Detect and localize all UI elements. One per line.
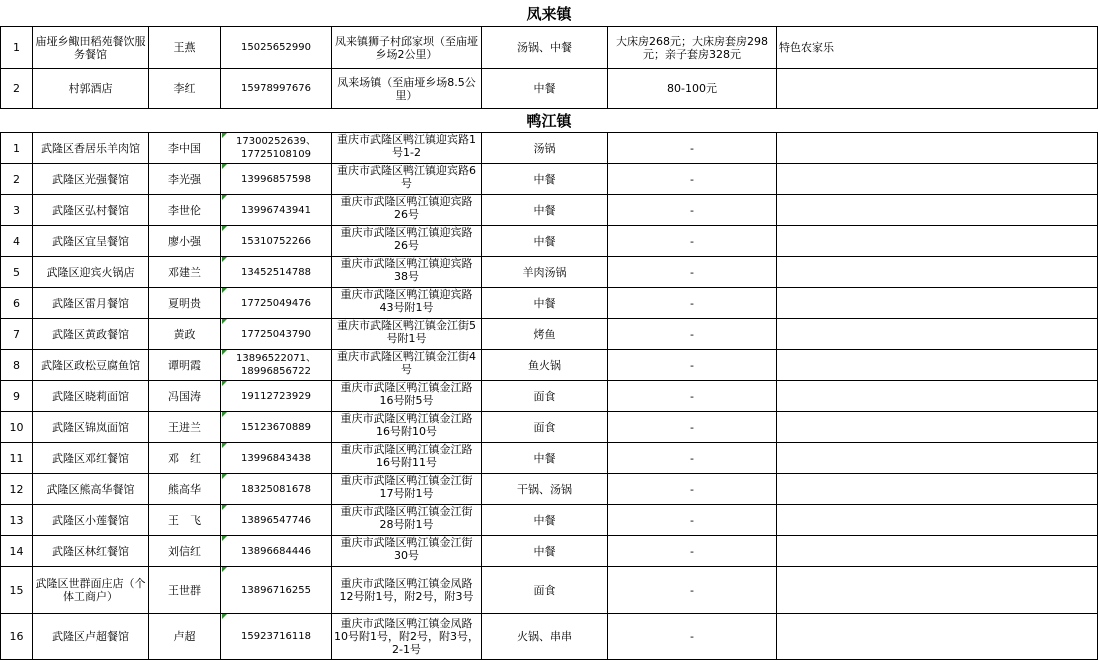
phone-cell[interactable]: 15310752266 bbox=[221, 226, 332, 257]
cuisine-type-cell[interactable]: 面食 bbox=[482, 567, 608, 614]
cuisine-type-cell[interactable]: 火锅、串串 bbox=[482, 614, 608, 660]
restaurant-name-cell[interactable]: 武隆区弘村餐馆 bbox=[33, 195, 149, 226]
phone-cell[interactable]: 13996743941 bbox=[221, 195, 332, 226]
phone-cell[interactable]: 19112723929 bbox=[221, 381, 332, 412]
address-cell[interactable]: 重庆市武隆区鸭江镇金凤路10号附1号，附2号，附3号，2-1号 bbox=[332, 614, 482, 660]
owner-cell[interactable]: 卢超 bbox=[149, 614, 221, 660]
owner-cell[interactable]: 王世群 bbox=[149, 567, 221, 614]
comment-indicator-icon bbox=[222, 195, 227, 200]
price-cell[interactable]: - bbox=[608, 164, 777, 195]
comment-indicator-icon bbox=[222, 350, 227, 355]
owner-cell[interactable]: 夏明贵 bbox=[149, 288, 221, 319]
cuisine-type-cell[interactable]: 中餐 bbox=[482, 195, 608, 226]
comment-indicator-icon bbox=[222, 614, 227, 619]
price-cell[interactable]: - bbox=[608, 226, 777, 257]
row-number-cell[interactable]: 2 bbox=[0, 69, 33, 109]
address-cell[interactable]: 重庆市武隆区鸭江镇迎宾路6号 bbox=[332, 164, 482, 195]
cuisine-type-cell[interactable]: 汤锅、中餐 bbox=[482, 27, 608, 69]
restaurant-name-cell[interactable]: 庙垭乡鲰田稻苑餐饮服务餐馆 bbox=[33, 27, 149, 69]
row-number-cell[interactable]: 2 bbox=[0, 164, 33, 195]
price-cell[interactable]: - bbox=[608, 505, 777, 536]
comment-indicator-icon bbox=[222, 505, 227, 510]
address-cell[interactable]: 凤来镇狮子村邱家坝（至庙垭乡场2公里） bbox=[332, 27, 482, 69]
restaurant-name-cell[interactable]: 武隆区宜呈餐馆 bbox=[33, 226, 149, 257]
price-cell[interactable]: - bbox=[608, 319, 777, 350]
note-cell[interactable] bbox=[777, 412, 1098, 443]
address-cell[interactable]: 重庆市武隆区鸭江镇金江路16号附10号 bbox=[332, 412, 482, 443]
price-cell[interactable]: - bbox=[608, 288, 777, 319]
cuisine-type-cell[interactable]: 中餐 bbox=[482, 505, 608, 536]
restaurant-name-cell[interactable]: 武隆区黄政餐馆 bbox=[33, 319, 149, 350]
phone-cell[interactable]: 17300252639、17725108109 bbox=[221, 133, 332, 164]
address-cell[interactable]: 重庆市武隆区鸭江镇金凤路12号附1号，附2号，附3号 bbox=[332, 567, 482, 614]
note-cell[interactable] bbox=[777, 567, 1098, 614]
address-cell[interactable]: 重庆市武隆区鸭江镇金江街28号附1号 bbox=[332, 505, 482, 536]
row-number-cell[interactable]: 4 bbox=[0, 226, 33, 257]
row-number-cell[interactable]: 9 bbox=[0, 381, 33, 412]
cuisine-type-cell[interactable]: 烤鱼 bbox=[482, 319, 608, 350]
row-number-cell[interactable]: 3 bbox=[0, 195, 33, 226]
restaurant-name-cell[interactable]: 武隆区林红餐馆 bbox=[33, 536, 149, 567]
row-number-cell[interactable]: 7 bbox=[0, 319, 33, 350]
price-cell[interactable]: - bbox=[608, 350, 777, 381]
price-cell[interactable]: - bbox=[608, 474, 777, 505]
address-cell[interactable]: 重庆市武隆区鸭江镇迎宾路43号附1号 bbox=[332, 288, 482, 319]
price-cell[interactable]: - bbox=[608, 443, 777, 474]
restaurant-name-cell[interactable]: 武隆区雷月餐馆 bbox=[33, 288, 149, 319]
cuisine-type-cell[interactable]: 中餐 bbox=[482, 288, 608, 319]
restaurant-name-cell[interactable]: 武隆区卢超餐馆 bbox=[33, 614, 149, 660]
note-cell[interactable] bbox=[777, 226, 1098, 257]
cuisine-type-cell[interactable]: 中餐 bbox=[482, 69, 608, 109]
row-number-cell[interactable]: 11 bbox=[0, 443, 33, 474]
note-cell[interactable] bbox=[777, 443, 1098, 474]
restaurant-name-cell[interactable]: 武隆区小莲餐馆 bbox=[33, 505, 149, 536]
note-cell[interactable] bbox=[777, 69, 1098, 109]
phone-cell[interactable]: 15923716118 bbox=[221, 614, 332, 660]
phone-cell[interactable]: 13896716255 bbox=[221, 567, 332, 614]
phone-cell[interactable]: 13452514788 bbox=[221, 257, 332, 288]
comment-indicator-icon bbox=[222, 567, 227, 572]
owner-cell[interactable]: 王燕 bbox=[149, 27, 221, 69]
note-cell[interactable] bbox=[777, 536, 1098, 567]
owner-cell[interactable]: 李世伦 bbox=[149, 195, 221, 226]
cuisine-type-cell[interactable]: 鱼火锅 bbox=[482, 350, 608, 381]
restaurant-name-cell[interactable]: 武隆区世群面庄店（个体工商户） bbox=[33, 567, 149, 614]
restaurant-name-cell[interactable]: 武隆区晓莉面馆 bbox=[33, 381, 149, 412]
row-number-cell[interactable]: 12 bbox=[0, 474, 33, 505]
comment-indicator-icon bbox=[222, 288, 227, 293]
address-cell[interactable]: 重庆市武隆区鸭江镇迎宾路26号 bbox=[332, 195, 482, 226]
restaurant-name-cell[interactable]: 武隆区光强餐馆 bbox=[33, 164, 149, 195]
section-title: 鸭江镇 bbox=[0, 109, 1098, 133]
phone-cell[interactable]: 13996843438 bbox=[221, 443, 332, 474]
cuisine-type-cell[interactable]: 中餐 bbox=[482, 226, 608, 257]
row-number-cell[interactable]: 1 bbox=[0, 27, 33, 69]
note-cell[interactable] bbox=[777, 257, 1098, 288]
owner-cell[interactable]: 谭明霞 bbox=[149, 350, 221, 381]
note-cell[interactable] bbox=[777, 614, 1098, 660]
owner-cell[interactable]: 李红 bbox=[149, 69, 221, 109]
phone-cell[interactable]: 15978997676 bbox=[221, 69, 332, 109]
price-cell[interactable]: - bbox=[608, 614, 777, 660]
owner-cell[interactable]: 邓建兰 bbox=[149, 257, 221, 288]
comment-indicator-icon bbox=[222, 536, 227, 541]
owner-cell[interactable]: 李光强 bbox=[149, 164, 221, 195]
cuisine-type-cell[interactable]: 面食 bbox=[482, 412, 608, 443]
address-cell[interactable]: 重庆市武隆区鸭江镇金江街30号 bbox=[332, 536, 482, 567]
row-number-cell[interactable]: 5 bbox=[0, 257, 33, 288]
price-cell[interactable]: - bbox=[608, 257, 777, 288]
price-cell[interactable]: 大床房268元；大床房套房298元；亲子套房328元 bbox=[608, 27, 777, 69]
note-cell[interactable] bbox=[777, 350, 1098, 381]
comment-indicator-icon bbox=[222, 164, 227, 169]
note-cell[interactable]: 特色农家乐 bbox=[777, 27, 1098, 69]
owner-cell[interactable]: 王进兰 bbox=[149, 412, 221, 443]
row-number-cell[interactable]: 16 bbox=[0, 614, 33, 660]
note-cell[interactable] bbox=[777, 288, 1098, 319]
note-cell[interactable] bbox=[777, 505, 1098, 536]
restaurant-name-cell[interactable]: 武隆区邓红餐馆 bbox=[33, 443, 149, 474]
owner-cell[interactable]: 刘信红 bbox=[149, 536, 221, 567]
price-cell[interactable]: - bbox=[608, 133, 777, 164]
row-number-cell[interactable]: 8 bbox=[0, 350, 33, 381]
restaurant-name-cell[interactable]: 武隆区锦岚面馆 bbox=[33, 412, 149, 443]
address-cell[interactable]: 重庆市武隆区鸭江镇金江路16号附11号 bbox=[332, 443, 482, 474]
comment-indicator-icon bbox=[222, 474, 227, 479]
row-number-cell[interactable]: 13 bbox=[0, 505, 33, 536]
owner-cell[interactable]: 冯国涛 bbox=[149, 381, 221, 412]
address-cell[interactable]: 重庆市武隆区鸭江镇迎宾路38号 bbox=[332, 257, 482, 288]
comment-indicator-icon bbox=[222, 381, 227, 386]
owner-cell[interactable]: 王 飞 bbox=[149, 505, 221, 536]
address-cell[interactable]: 重庆市武隆区鸭江镇迎宾路26号 bbox=[332, 226, 482, 257]
cuisine-type-cell[interactable]: 汤锅 bbox=[482, 133, 608, 164]
cuisine-type-cell[interactable]: 羊肉汤锅 bbox=[482, 257, 608, 288]
price-cell[interactable]: - bbox=[608, 381, 777, 412]
restaurant-name-cell[interactable]: 武隆区香居乐羊肉馆 bbox=[33, 133, 149, 164]
phone-cell[interactable]: 15025652990 bbox=[221, 27, 332, 69]
price-cell[interactable]: 80-100元 bbox=[608, 69, 777, 109]
row-number-cell[interactable]: 1 bbox=[0, 133, 33, 164]
comment-indicator-icon bbox=[222, 226, 227, 231]
note-cell[interactable] bbox=[777, 195, 1098, 226]
section-title: 凤来镇 bbox=[0, 0, 1098, 27]
owner-cell[interactable]: 邓 红 bbox=[149, 443, 221, 474]
comment-indicator-icon bbox=[222, 257, 227, 262]
price-cell[interactable]: - bbox=[608, 567, 777, 614]
price-cell[interactable]: - bbox=[608, 195, 777, 226]
phone-cell[interactable]: 17725043790 bbox=[221, 319, 332, 350]
phone-cell[interactable]: 13896684446 bbox=[221, 536, 332, 567]
row-number-cell[interactable]: 15 bbox=[0, 567, 33, 614]
restaurant-name-cell[interactable]: 武隆区政松豆腐鱼馆 bbox=[33, 350, 149, 381]
price-cell[interactable]: - bbox=[608, 536, 777, 567]
note-cell[interactable] bbox=[777, 164, 1098, 195]
owner-cell[interactable]: 廖小强 bbox=[149, 226, 221, 257]
price-cell[interactable]: - bbox=[608, 412, 777, 443]
phone-cell[interactable]: 15123670889 bbox=[221, 412, 332, 443]
address-cell[interactable]: 重庆市武隆区鸭江镇迎宾路1号1-2 bbox=[332, 133, 482, 164]
phone-cell[interactable]: 13896522071、18996856722 bbox=[221, 350, 332, 381]
note-cell[interactable] bbox=[777, 319, 1098, 350]
cuisine-type-cell[interactable]: 中餐 bbox=[482, 443, 608, 474]
cuisine-type-cell[interactable]: 中餐 bbox=[482, 164, 608, 195]
address-cell[interactable]: 重庆市武隆区鸭江镇金江街4号 bbox=[332, 350, 482, 381]
note-cell[interactable] bbox=[777, 381, 1098, 412]
note-cell[interactable] bbox=[777, 474, 1098, 505]
restaurant-name-cell[interactable]: 武隆区迎宾火锅店 bbox=[33, 257, 149, 288]
address-cell[interactable]: 重庆市武隆区鸭江镇金江街5号附1号 bbox=[332, 319, 482, 350]
cuisine-type-cell[interactable]: 面食 bbox=[482, 381, 608, 412]
restaurant-name-cell[interactable]: 村郭酒店 bbox=[33, 69, 149, 109]
row-number-cell[interactable]: 10 bbox=[0, 412, 33, 443]
note-cell[interactable] bbox=[777, 133, 1098, 164]
row-number-cell[interactable]: 6 bbox=[0, 288, 33, 319]
comment-indicator-icon bbox=[222, 412, 227, 417]
comment-indicator-icon bbox=[222, 133, 227, 138]
phone-cell[interactable]: 13896547746 bbox=[221, 505, 332, 536]
owner-cell[interactable]: 黄政 bbox=[149, 319, 221, 350]
cuisine-type-cell[interactable]: 中餐 bbox=[482, 536, 608, 567]
cuisine-type-cell[interactable]: 干锅、汤锅 bbox=[482, 474, 608, 505]
comment-indicator-icon bbox=[222, 443, 227, 448]
comment-indicator-icon bbox=[222, 319, 227, 324]
address-cell[interactable]: 凤来场镇（至庙垭乡场8.5公里） bbox=[332, 69, 482, 109]
owner-cell[interactable]: 李中国 bbox=[149, 133, 221, 164]
phone-cell[interactable]: 13996857598 bbox=[221, 164, 332, 195]
phone-cell[interactable]: 17725049476 bbox=[221, 288, 332, 319]
address-cell[interactable]: 重庆市武隆区鸭江镇金江街17号附1号 bbox=[332, 474, 482, 505]
owner-cell[interactable]: 熊高华 bbox=[149, 474, 221, 505]
address-cell[interactable]: 重庆市武隆区鸭江镇金江路16号附5号 bbox=[332, 381, 482, 412]
row-number-cell[interactable]: 14 bbox=[0, 536, 33, 567]
phone-cell[interactable]: 18325081678 bbox=[221, 474, 332, 505]
restaurant-name-cell[interactable]: 武隆区熊高华餐馆 bbox=[33, 474, 149, 505]
